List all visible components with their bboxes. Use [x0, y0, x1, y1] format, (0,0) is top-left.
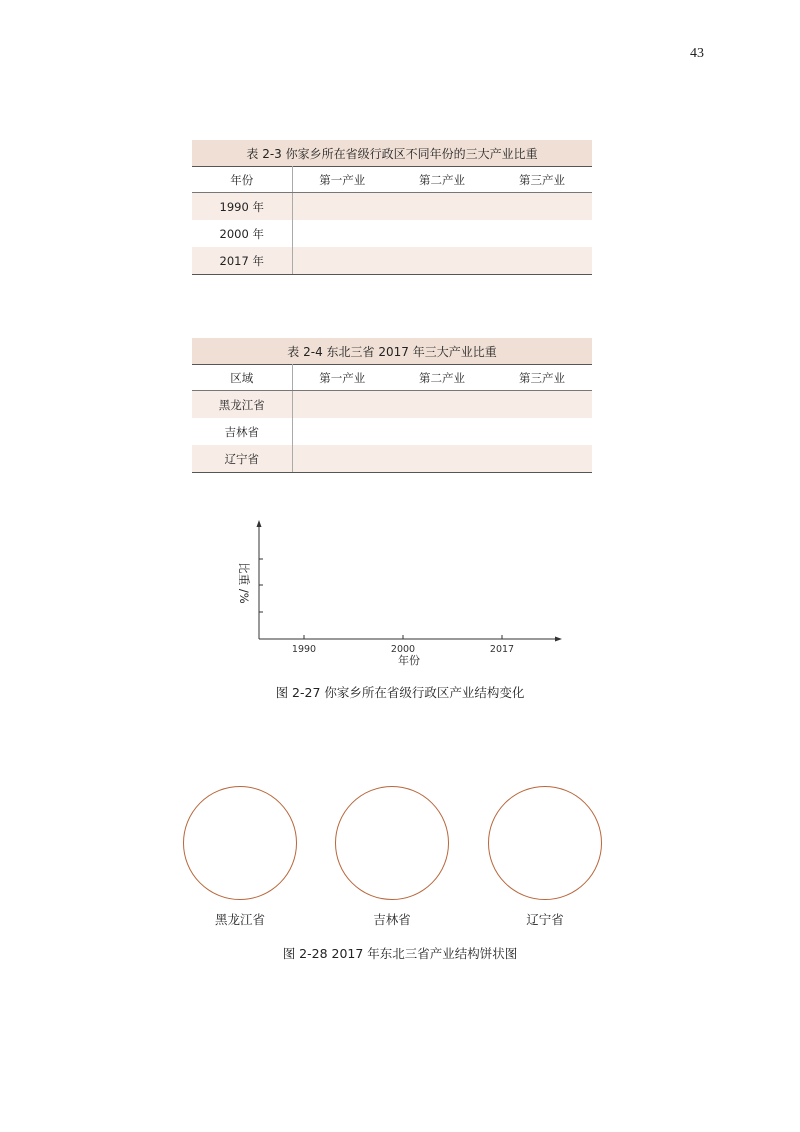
row-label: 1990 年	[192, 193, 292, 221]
x-axis-label: 年份	[398, 654, 420, 667]
table-row	[192, 418, 592, 445]
table-2-4	[192, 338, 592, 473]
table-2-3	[192, 140, 592, 275]
table-row	[192, 220, 592, 247]
empty-cell	[392, 418, 492, 445]
x-tick-label: 2017	[489, 644, 515, 655]
x-axis-arrow	[555, 637, 562, 642]
page-number: 43	[690, 46, 704, 61]
table-row	[192, 247, 592, 275]
pie-circle	[183, 786, 297, 900]
table-row	[192, 193, 592, 221]
empty-cell	[392, 220, 492, 247]
pie-circle	[335, 786, 449, 900]
empty-cell	[392, 193, 492, 221]
figure-caption: 图 2-27 你家乡所在省级行政区产业结构变化	[275, 685, 525, 700]
figure-caption: 图 2-28 2017 年东北三省产业结构饼状图	[282, 946, 518, 961]
empty-cell	[492, 247, 592, 275]
column-header: 年份	[192, 167, 292, 193]
empty-cell	[292, 247, 392, 275]
empty-cell	[392, 247, 492, 275]
column-header: 第一产业	[292, 365, 392, 391]
empty-cell	[292, 445, 392, 473]
empty-cell	[292, 193, 392, 221]
y-axis-arrow	[257, 520, 262, 527]
pie-label: 黑龙江省	[214, 912, 265, 927]
empty-cell	[492, 391, 592, 419]
row-label: 吉林省	[192, 418, 292, 445]
row-label: 辽宁省	[192, 445, 292, 473]
table-caption: 表 2-4 东北三省 2017 年三大产业比重	[192, 338, 592, 365]
row-label: 黑龙江省	[192, 391, 292, 419]
empty-cell	[292, 418, 392, 445]
column-header: 第三产业	[492, 365, 592, 391]
empty-cell	[492, 193, 592, 221]
x-tick-label: 1990	[291, 644, 317, 655]
table-caption: 表 2-3 你家乡所在省级行政区不同年份的三大产业比重	[192, 140, 592, 167]
empty-cell	[492, 445, 592, 473]
empty-cell	[292, 220, 392, 247]
empty-cell	[292, 391, 392, 419]
empty-cell	[392, 391, 492, 419]
column-header: 第一产业	[292, 167, 392, 193]
line-chart	[220, 515, 580, 675]
column-header: 第二产业	[392, 365, 492, 391]
pie-label: 辽宁省	[526, 912, 564, 927]
empty-cell	[392, 445, 492, 473]
empty-cell	[492, 220, 592, 247]
column-header: 区域	[192, 365, 292, 391]
y-axis-label: 比重 /%	[237, 562, 251, 604]
row-label: 2000 年	[192, 220, 292, 247]
column-header: 第三产业	[492, 167, 592, 193]
pie-label: 吉林省	[373, 912, 411, 927]
empty-cell	[492, 418, 592, 445]
x-tick-label: 2000	[390, 644, 416, 655]
table-row	[192, 445, 592, 473]
table-row	[192, 391, 592, 419]
pie-circle	[488, 786, 602, 900]
column-header: 第二产业	[392, 167, 492, 193]
row-label: 2017 年	[192, 247, 292, 275]
